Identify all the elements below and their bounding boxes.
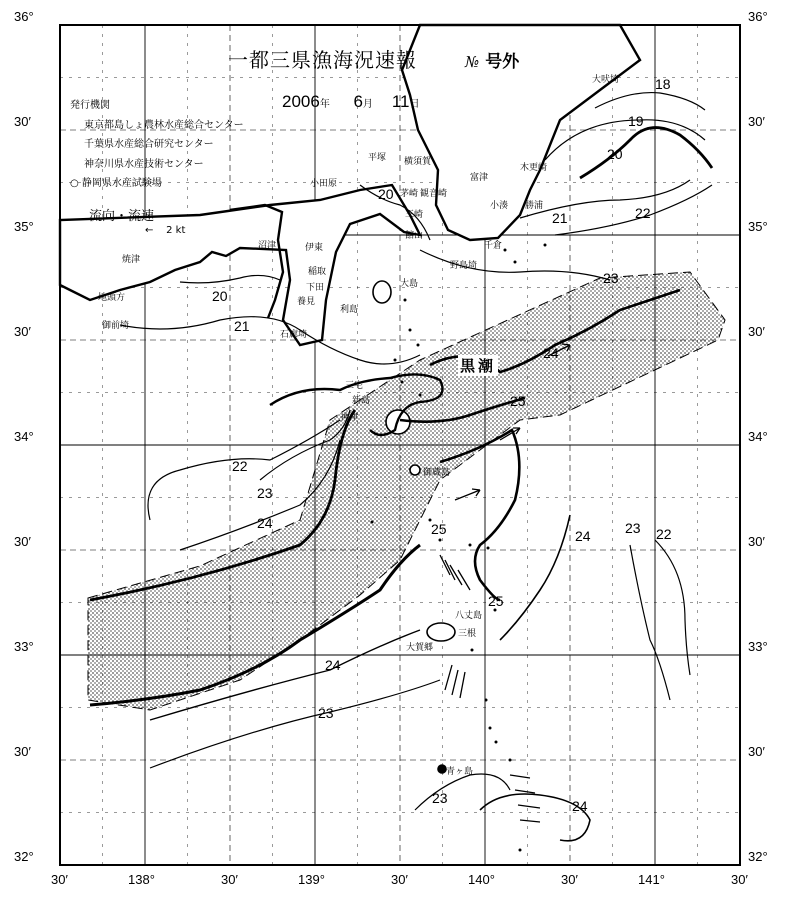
latitude-label-right: 36° (748, 9, 768, 24)
isotherm-23-east (630, 545, 670, 700)
isotherm-label: 18 (655, 76, 671, 92)
place-name: 観音崎 (420, 189, 448, 199)
aogashima-island (438, 765, 446, 773)
place-name: 横須賀 (404, 157, 432, 167)
legend-speed-value: 2 kt (166, 225, 186, 236)
longitude-label: 138° (128, 872, 155, 887)
place-name: 富津 (470, 173, 489, 183)
isotherm-label: 19 (628, 113, 644, 129)
latitude-label-left: 30′ (14, 744, 31, 759)
publishers-heading: 発行機関 (70, 100, 110, 111)
latitude-label-left: 32° (14, 849, 34, 864)
latitude-label-left: 30′ (14, 534, 31, 549)
issue-number (465, 47, 519, 72)
place-name: 下田 (306, 283, 325, 293)
legend-arrow-icon: ← (145, 225, 154, 236)
date-year: 2006 (282, 92, 320, 111)
longitude-label: 30′ (221, 872, 238, 887)
isotherm-label: 20 (607, 146, 623, 162)
latitude-label-right: 34° (748, 429, 768, 444)
isotherm-label: 24 (543, 345, 559, 361)
place-name: 千倉 (484, 241, 503, 251)
place-name: 三崎 (405, 210, 424, 220)
place-name: 三根 (458, 629, 477, 639)
place-name: 小湊 (490, 201, 509, 211)
date-month: 6 (353, 92, 363, 111)
place-name: 茅崎 (400, 189, 419, 199)
isotherm-label: 24 (572, 798, 588, 814)
place-name: 木更崎 (520, 163, 548, 173)
place-name: 大島 (400, 279, 419, 289)
date-day-unit: 日 (409, 99, 420, 110)
place-name: 八丈島 (455, 611, 483, 621)
latitude-label-right: 30′ (748, 324, 765, 339)
longitude-label: 30′ (391, 872, 408, 887)
isotherm-19 (545, 120, 705, 160)
isotherm-20-east (580, 128, 712, 178)
place-name: 小田原 (310, 179, 338, 189)
latitude-label-right: 30′ (748, 744, 765, 759)
place-name: 新島 (352, 396, 371, 406)
mikura-island (410, 465, 420, 475)
kuroshio-label: 黒潮 (460, 357, 497, 375)
place-name: 平塚 (368, 153, 387, 163)
isotherm-21-west (120, 317, 420, 364)
isotherm-label: 25 (488, 593, 504, 609)
place-name: 稲取 (308, 267, 327, 277)
place-name: 焼津 (122, 255, 141, 265)
isotherm-label: 24 (575, 528, 591, 544)
latitude-label-right: 30′ (748, 114, 765, 129)
isotherm-18 (595, 93, 705, 110)
latitude-label-left: 34° (14, 429, 34, 444)
latitude-label-left: 33° (14, 639, 34, 654)
place-name: 沼津 (258, 241, 277, 251)
place-name: 三宅 (345, 381, 364, 391)
flow-arrow (445, 665, 465, 698)
isotherm-label: 21 (552, 210, 568, 226)
longitude-label: 139° (298, 872, 325, 887)
place-name: 館山 (405, 231, 424, 241)
isotherm-22-east (555, 185, 712, 235)
date-month-unit: 月 (362, 99, 373, 110)
publisher-item: 千葉県水産総合研究センター (84, 139, 214, 150)
place-name: 養見 (297, 297, 316, 307)
isotherm-label: 25 (510, 393, 526, 409)
report-title: 一都三県漁海況速報 (228, 48, 417, 72)
isotherm-label: 24 (325, 657, 341, 673)
latitude-label-right: 30′ (748, 534, 765, 549)
isotherm-label: 25 (431, 521, 447, 537)
flow-arrow (440, 555, 470, 590)
longitude-label: 30′ (51, 872, 68, 887)
publisher-item: 神奈川県水産技術センター (84, 158, 204, 170)
latitude-label-right: 32° (748, 849, 768, 864)
isotherm-label: 23 (257, 485, 273, 501)
place-name: 神津 (340, 413, 359, 423)
place-name: 利島 (340, 305, 359, 315)
latitude-label-left: 30′ (14, 114, 31, 129)
place-name: 勝浦 (525, 201, 544, 211)
latitude-label-left: 30′ (14, 324, 31, 339)
issue-extra: 号外 (485, 52, 520, 72)
oshima-island (373, 281, 391, 303)
legend-speed (145, 225, 185, 236)
legend-label: 流向・流速 (89, 209, 155, 224)
isotherm-label: 21 (234, 318, 250, 334)
latitude-label-left: 35° (14, 219, 34, 234)
isotherm-label: 22 (635, 205, 651, 221)
report-date (282, 92, 419, 112)
flow-legend (89, 205, 186, 236)
longitude-label: 30′ (731, 872, 748, 887)
isotherm-label: 23 (603, 270, 619, 286)
place-name: 石廊埼 (280, 330, 308, 340)
hachijo-island (427, 623, 455, 641)
latitude-label-right: 35° (748, 219, 768, 234)
boso-peninsula (402, 25, 640, 240)
isotherm-24-mid (500, 515, 570, 640)
latitude-label-left: 36° (14, 9, 34, 24)
place-name: 大賀郷 (406, 643, 434, 653)
place-name: 大吠埼 (592, 75, 620, 85)
isotherm-21-east (520, 180, 690, 218)
longitude-label: 140° (468, 872, 495, 887)
isotherm-23-north (420, 250, 610, 280)
place-name: 地頭方 (98, 293, 126, 303)
publisher-item: 東京都島しょ農林水産総合センター (84, 119, 244, 131)
date-day: 11 (391, 92, 410, 111)
isotherm-label: 22 (656, 526, 672, 542)
publishers-block (70, 96, 244, 194)
isotherm-label: 20 (212, 288, 228, 304)
publisher-item: ○ 静岡県水産試験場 (70, 178, 162, 189)
place-name: 野島埼 (450, 261, 478, 271)
longitude-label: 141° (638, 872, 665, 887)
place-name: 御前埼 (102, 321, 130, 331)
isotherm-label: 23 (432, 790, 448, 806)
flow-arrow (510, 775, 540, 822)
isotherm-label: 23 (318, 705, 334, 721)
isotherm-label: 22 (232, 458, 248, 474)
longitude-label: 30′ (561, 872, 578, 887)
isotherm-23-bottom (415, 774, 510, 810)
issue-no-label: № (465, 53, 480, 71)
isotherm-label: 23 (625, 520, 641, 536)
date-year-unit: 年 (319, 99, 330, 110)
isotherm-label: 24 (257, 515, 273, 531)
isotherm-label: 20 (378, 186, 394, 202)
latitude-label-right: 33° (748, 639, 768, 654)
place-name: 御蔵島 (423, 468, 451, 478)
place-name: 伊東 (305, 243, 324, 253)
flow-arrow (455, 489, 480, 500)
place-name: 青ヶ島 (446, 767, 474, 777)
